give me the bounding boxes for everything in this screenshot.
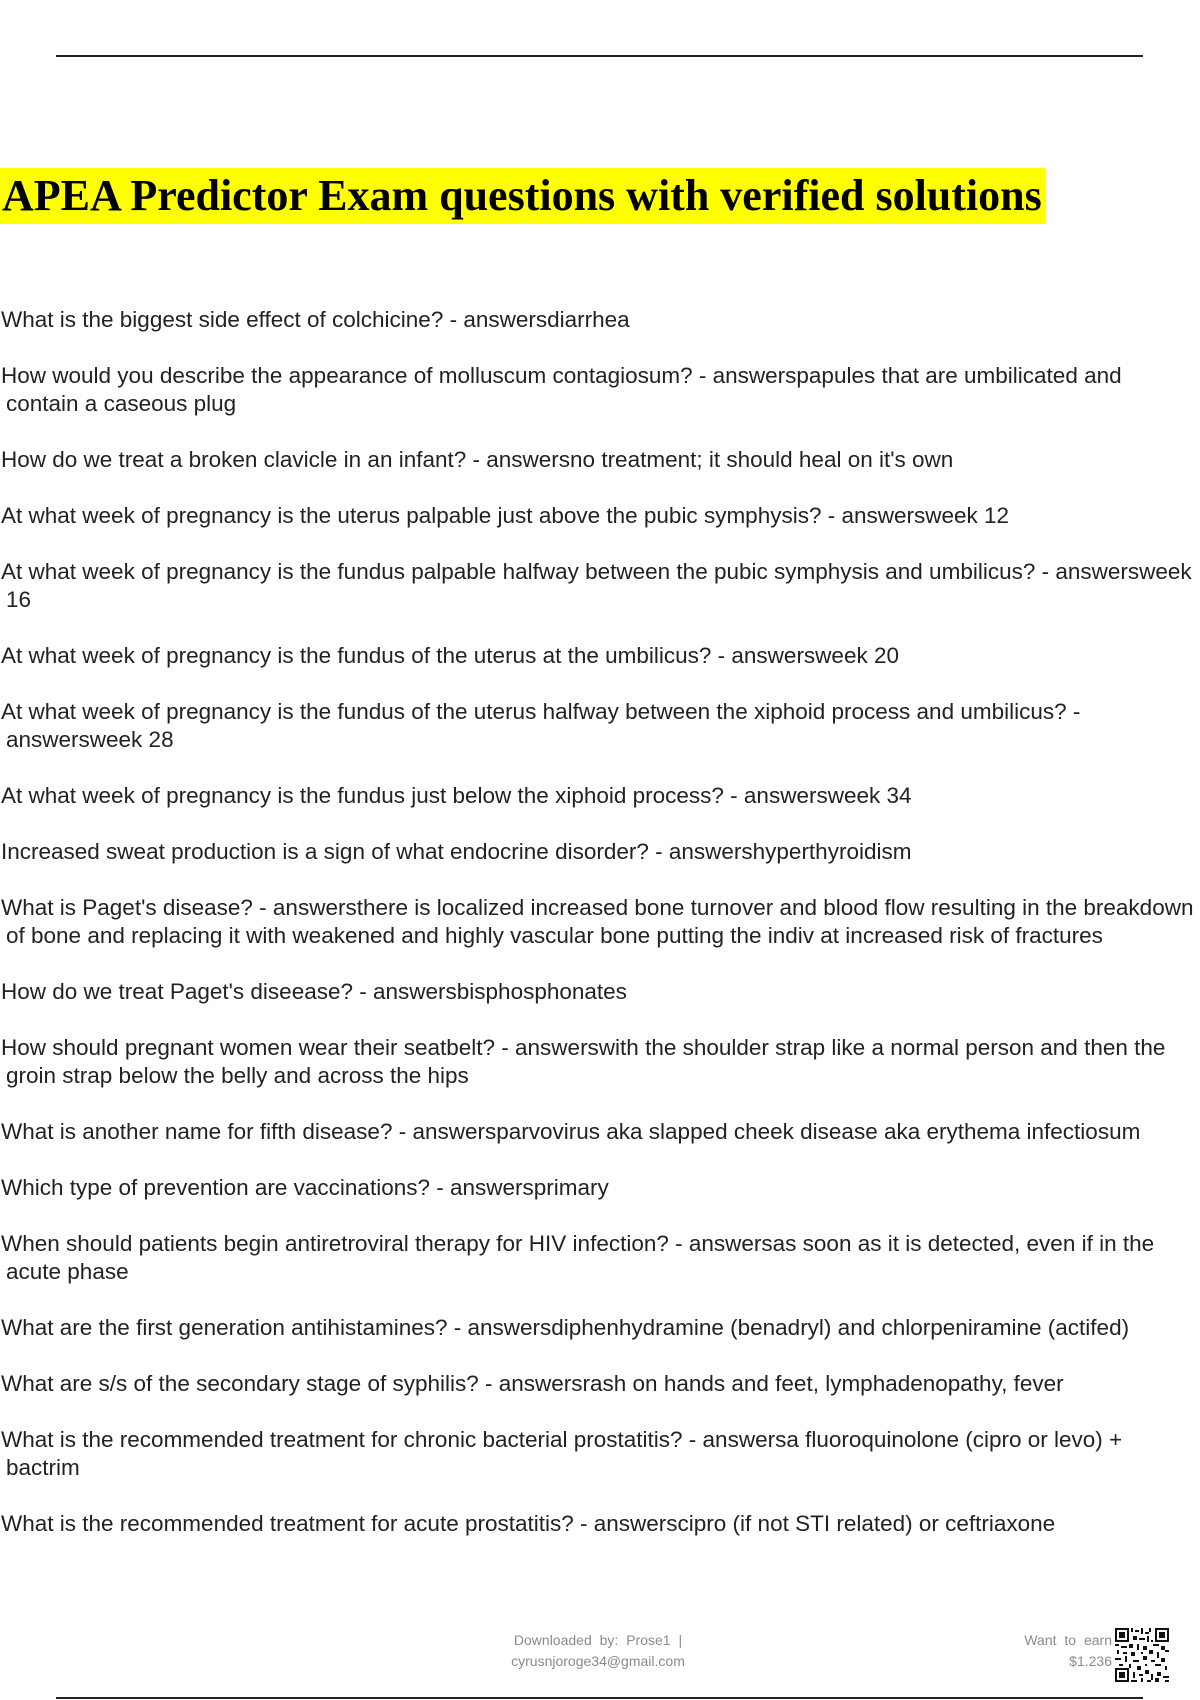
qa-item: What is the recommended treatment for acute prostatitis? - answerscipro (if not STI related) or ceftriaxone: [1, 1511, 1056, 1536]
qa-item: At what week of pregnancy is the fundus of the uterus halfway between the xiphoid process and umbilicus? - answersweek 28: [1, 699, 1081, 752]
qa-item: At what week of pregnancy is the fundus of the uterus at the umbilicus? - answersweek 20: [1, 643, 899, 668]
qa-item: At what week of pregnancy is the fundus just below the xiphoid process? - answersweek 34: [1, 783, 912, 808]
qa-item: What are s/s of the secondary stage of syphilis? - answersrash on hands and feet, lymphadenopathy, fever: [1, 1371, 1064, 1396]
bottom-rule: [56, 1697, 1143, 1699]
qa-item: What is the biggest side effect of colchicine? - answersdiarrhea: [1, 307, 630, 332]
qa-item: Which type of prevention are vaccinations? - answersprimary: [1, 1175, 609, 1200]
qa-item: What is another name for fifth disease? - answersparvovirus aka slapped cheek disease aka erythema infectiosum: [1, 1119, 1141, 1144]
qa-item: What are the first generation antihistamines? - answersdiphenhydramine (benadryl) and chlorpeniramine (actifed): [1, 1315, 1130, 1340]
title-highlight: [0, 168, 1046, 224]
qa-item: Increased sweat production is a sign of what endocrine disorder? - answershyperthyroidism: [1, 839, 912, 864]
qa-item: How do we treat Paget's diseease? - answersbisphosphonates: [1, 979, 627, 1004]
qr-code-icon[interactable]: [1115, 1628, 1169, 1682]
top-rule: [56, 55, 1143, 57]
qa-item: How would you describe the appearance of molluscum contagiosum? - answerspapules that are umbilicated and contain a caseous plug: [1, 363, 1122, 416]
downloader-email[interactable]: cyrusnjoroge34@gmail.com: [511, 1653, 685, 1669]
qa-item: How do we treat a broken clavicle in an infant? - answersno treatment; it should heal on it's own: [1, 447, 954, 472]
qa-list: [0, 306, 1198, 1566]
qa-item: When should patients begin antiretroviral therapy for HIV infection? - answersas soon as it is detected, even if in the acute phase: [1, 1231, 1155, 1284]
earn-text: Want to earn: [1024, 1632, 1112, 1648]
page-footer: [0, 1630, 1200, 1680]
document-title: APEA Predictor Exam questions with verified solutions: [2, 171, 1042, 220]
qa-item: At what week of pregnancy is the uterus palpable just above the pubic symphysis? - answersweek 12: [1, 503, 1010, 528]
qa-item: At what week of pregnancy is the fundus palpable halfway between the pubic symphysis and umbilicus? - answersweek 16: [1, 559, 1192, 612]
qa-item: How should pregnant women wear their seatbelt? - answerswith the shoulder strap like a normal person and then the groin strap below the belly and across the hips: [1, 1035, 1166, 1088]
downloaded-by-text: Downloaded by: Prose1 |: [513, 1632, 683, 1648]
earn-amount: $1.236: [1069, 1653, 1112, 1669]
earn-notice[interactable]: [990, 1630, 1112, 1672]
download-notice: [468, 1630, 728, 1672]
qa-item: What is Paget's disease? - answersthere is localized increased bone turnover and blood flow resulting in the breakdown of bone and replacing it with weakened and highly vascular bone putting the indiv at increased risk of fractures: [1, 895, 1194, 948]
qa-item: What is the recommended treatment for chronic bacterial prostatitis? - answersa fluoroquinolone (cipro or levo) + bactrim: [1, 1427, 1123, 1480]
